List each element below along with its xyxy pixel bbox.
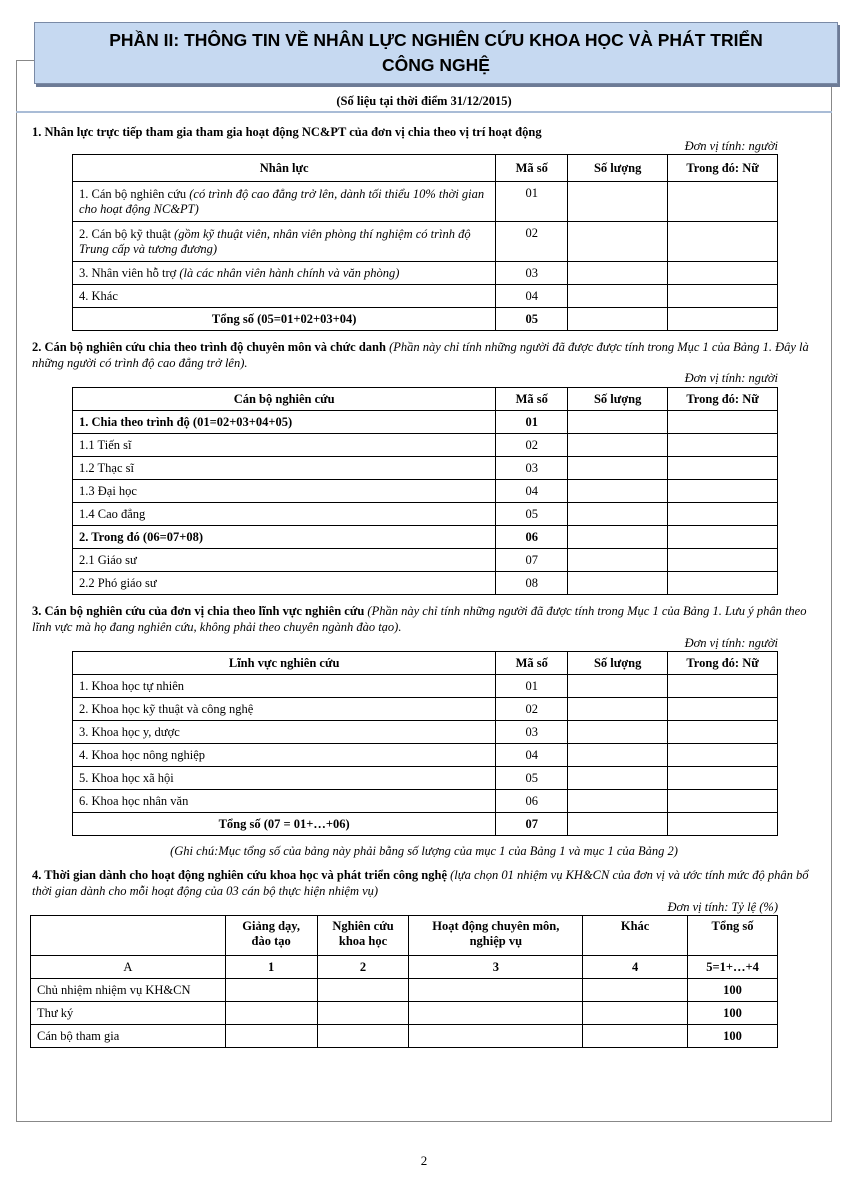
s3-footnote: (Ghi chú:Mục tổng số của bảng này phải bằng số lượng của mục 1 của Bảng 1 và mục 1 của Bảng 2) — [170, 844, 678, 858]
input-cell[interactable] — [668, 767, 778, 790]
table-row — [73, 262, 778, 285]
row-total: 100 — [688, 1002, 778, 1025]
col-header: Số lượng — [568, 155, 668, 182]
table-row — [73, 767, 778, 790]
row-code: 06 — [496, 526, 568, 549]
row-label: 5. Khoa học xã hội — [73, 767, 496, 790]
input-cell[interactable] — [668, 721, 778, 744]
row-label: Chủ nhiệm nhiệm vụ KH&CN — [31, 979, 226, 1002]
col-header: Khác — [583, 916, 688, 956]
row-code: 06 — [496, 790, 568, 813]
input-cell[interactable] — [583, 1002, 688, 1025]
col-header: Giảng dạy, đào tạo — [225, 916, 317, 956]
row-code: 01 — [496, 182, 568, 222]
row-label: 2.2 Phó giáo sư — [73, 572, 496, 595]
input-cell[interactable] — [568, 572, 668, 595]
col-header: Trong đó: Nữ — [668, 388, 778, 411]
table-row — [31, 1002, 778, 1025]
input-cell[interactable] — [568, 434, 668, 457]
index-cell: 5=1+…+4 — [688, 956, 778, 979]
row-total: 100 — [688, 979, 778, 1002]
input-cell[interactable] — [668, 222, 778, 262]
input-cell[interactable] — [409, 1002, 583, 1025]
input-cell[interactable] — [568, 411, 668, 434]
col-header: Nghiên cứu khoa học — [317, 916, 409, 956]
index-cell: 3 — [409, 956, 583, 979]
table-row — [73, 503, 778, 526]
input-cell[interactable] — [668, 526, 778, 549]
col-header: Lĩnh vực nghiên cứu — [73, 652, 496, 675]
input-cell[interactable] — [225, 979, 317, 1002]
total-row — [73, 308, 778, 331]
row-code: 03 — [496, 457, 568, 480]
row-code: 02 — [496, 434, 568, 457]
input-cell[interactable] — [568, 790, 668, 813]
input-cell[interactable] — [668, 675, 778, 698]
input-cell[interactable] — [668, 698, 778, 721]
s4-table — [30, 915, 778, 1048]
table-row — [73, 480, 778, 503]
row-label: 2.1 Giáo sư — [73, 549, 496, 572]
input-cell[interactable] — [568, 308, 668, 331]
table-row — [31, 979, 778, 1002]
row-label: Thư ký — [31, 1002, 226, 1025]
row-label: Tổng số (05=01+02+03+04) — [73, 308, 496, 331]
table-header-row — [31, 916, 778, 956]
col-header: Hoạt động chuyên môn, nghiệp vụ — [409, 916, 583, 956]
divider — [16, 111, 832, 113]
s3-title: 3. Cán bộ nghiên cứu của đơn vị chia theo lĩnh vực nghiên cứu (Phần này chỉ tính những người đã được tính trong Mục 1 của Bảng 1. Lưu ý phân theo lĩnh vực mà họ đang nghiên cứu, không phải theo chuyên ngành đào tạo). — [32, 604, 807, 634]
row-code: 08 — [496, 572, 568, 595]
row-code: 05 — [496, 308, 568, 331]
row-total: 100 — [688, 1025, 778, 1048]
input-cell[interactable] — [568, 767, 668, 790]
input-cell[interactable] — [568, 285, 668, 308]
input-cell[interactable] — [668, 411, 778, 434]
input-cell[interactable] — [568, 182, 668, 222]
input-cell[interactable] — [668, 480, 778, 503]
row-code: 07 — [496, 549, 568, 572]
input-cell[interactable] — [568, 503, 668, 526]
input-cell[interactable] — [568, 698, 668, 721]
section-header — [34, 22, 838, 84]
input-cell[interactable] — [668, 285, 778, 308]
row-code: 03 — [496, 262, 568, 285]
row-label: 3. Khoa học y, dược — [73, 721, 496, 744]
col-header: Số lượng — [568, 652, 668, 675]
index-cell: 2 — [317, 956, 409, 979]
table-row — [73, 572, 778, 595]
row-code: 01 — [496, 675, 568, 698]
header-line-2: CÔNG NGHỆ — [382, 55, 490, 75]
input-cell[interactable] — [568, 262, 668, 285]
row-code: 07 — [496, 813, 568, 836]
table-row — [73, 721, 778, 744]
input-cell[interactable] — [668, 308, 778, 331]
input-cell[interactable] — [668, 813, 778, 836]
input-cell[interactable] — [568, 721, 668, 744]
row-code: 02 — [496, 222, 568, 262]
table-row — [73, 744, 778, 767]
table-header-row — [73, 652, 778, 675]
table-row — [73, 790, 778, 813]
header-line-1: PHẦN II: THÔNG TIN VỀ NHÂN LỰC NGHIÊN CỨU KHOA HỌC VÀ PHÁT TRIỂN — [109, 30, 763, 50]
row-label: 1.1 Tiến sĩ — [73, 434, 496, 457]
s3-table — [72, 651, 778, 836]
input-cell[interactable] — [668, 744, 778, 767]
col-header: Tổng số — [688, 916, 778, 956]
input-cell[interactable] — [317, 1002, 409, 1025]
page-number: 2 — [420, 1153, 428, 1168]
input-cell[interactable] — [668, 503, 778, 526]
s4-title: 4. Thời gian dành cho hoạt động nghiên cứu khoa học và phát triển công nghệ (lựa chọn 01 nhiệm vụ KH&CN của đơn vị và ước tính mức độ phân bổ thời gian dành cho mỗi hoạt động của 03 cán bộ thực hiện nhiệm vụ) — [32, 868, 809, 898]
row-code: 03 — [496, 721, 568, 744]
row-label: 2. Khoa học kỹ thuật và công nghệ — [73, 698, 496, 721]
input-cell[interactable] — [568, 549, 668, 572]
input-cell[interactable] — [583, 1025, 688, 1048]
input-cell[interactable] — [668, 572, 778, 595]
row-label: 1.4 Cao đẳng — [73, 503, 496, 526]
s3-unit: Đơn vị tính: người — [684, 636, 778, 650]
index-cell: A — [31, 956, 226, 979]
index-row — [31, 956, 778, 979]
input-cell[interactable] — [568, 526, 668, 549]
row-code: 04 — [496, 480, 568, 503]
table-row — [73, 285, 778, 308]
col-header — [31, 916, 226, 956]
input-cell[interactable] — [225, 1002, 317, 1025]
row-label: 1. Chia theo trình độ (01=02+03+04+05) — [73, 411, 496, 434]
input-cell[interactable] — [568, 222, 668, 262]
input-cell[interactable] — [317, 979, 409, 1002]
input-cell[interactable] — [409, 1025, 583, 1048]
row-label: 4. Khác — [73, 285, 496, 308]
table-row — [73, 434, 778, 457]
row-code: 05 — [496, 767, 568, 790]
input-cell[interactable] — [568, 457, 668, 480]
input-cell[interactable] — [409, 979, 583, 1002]
input-cell[interactable] — [583, 979, 688, 1002]
row-code: 04 — [496, 744, 568, 767]
row-label: 2. Trong đó (06=07+08) — [73, 526, 496, 549]
input-cell[interactable] — [668, 434, 778, 457]
table-row — [31, 1025, 778, 1048]
row-label: 2. Cán bộ kỹ thuật (gồm kỹ thuật viên, nhân viên phòng thí nghiệm có trình độ Trung cấp và tương đương) — [73, 222, 496, 262]
row-label: Cán bộ tham gia — [31, 1025, 226, 1048]
row-label: 4. Khoa học nông nghiệp — [73, 744, 496, 767]
table-row — [73, 457, 778, 480]
input-cell[interactable] — [668, 790, 778, 813]
input-cell[interactable] — [225, 1025, 317, 1048]
input-cell[interactable] — [668, 182, 778, 222]
col-header: Trong đó: Nữ — [668, 155, 778, 182]
col-header: Số lượng — [568, 388, 668, 411]
table-row — [73, 675, 778, 698]
input-cell[interactable] — [568, 744, 668, 767]
input-cell[interactable] — [568, 813, 668, 836]
table-header-row — [73, 155, 778, 182]
row-label: 1. Khoa học tự nhiên — [73, 675, 496, 698]
col-header: Mã số — [496, 155, 568, 182]
input-cell[interactable] — [668, 549, 778, 572]
row-code: 02 — [496, 698, 568, 721]
input-cell[interactable] — [317, 1025, 409, 1048]
row-label: 1. Cán bộ nghiên cứu (có trình độ cao đẳng trở lên, dành tối thiểu 10% thời gian cho hoạt động NC&PT) — [73, 182, 496, 222]
row-label: Tổng số (07 = 01+…+06) — [73, 813, 496, 836]
input-cell[interactable] — [668, 262, 778, 285]
s2-unit: Đơn vị tính: người — [684, 371, 778, 385]
s1-table — [72, 154, 778, 331]
row-code: 05 — [496, 503, 568, 526]
input-cell[interactable] — [568, 480, 668, 503]
row-label: 6. Khoa học nhân văn — [73, 790, 496, 813]
s1-title: 1. Nhân lực trực tiếp tham gia tham gia hoạt động NC&PT của đơn vị chia theo vị trí hoạt động — [32, 125, 542, 139]
total-row — [73, 813, 778, 836]
table-header-row — [73, 388, 778, 411]
col-header: Mã số — [496, 388, 568, 411]
table-row — [73, 698, 778, 721]
table-row — [73, 526, 778, 549]
row-label: 3. Nhân viên hỗ trợ (là các nhân viên hành chính và văn phòng) — [73, 262, 496, 285]
table-row — [73, 549, 778, 572]
input-cell[interactable] — [668, 457, 778, 480]
col-header: Trong đó: Nữ — [668, 652, 778, 675]
s2-title: 2. Cán bộ nghiên cứu chia theo trình độ chuyên môn và chức danh (Phần này chỉ tính những người đã được được tính trong Mục 1 của Bảng 1. Đây là những người có trình độ cao đẳng trở lên). — [32, 340, 809, 370]
table-row — [73, 411, 778, 434]
col-header: Cán bộ nghiên cứu — [73, 388, 496, 411]
index-cell: 4 — [583, 956, 688, 979]
row-code: 01 — [496, 411, 568, 434]
row-label: 1.2 Thạc sĩ — [73, 457, 496, 480]
s1-unit: Đơn vị tính: người — [684, 139, 778, 153]
date-note: (Số liệu tại thời điểm 31/12/2015) — [336, 94, 512, 108]
col-header: Nhân lực — [73, 155, 496, 182]
col-header: Mã số — [496, 652, 568, 675]
input-cell[interactable] — [568, 675, 668, 698]
table-row — [73, 182, 778, 222]
s4-unit: Đơn vị tính: Tỷ lệ (%) — [667, 900, 778, 914]
table-row — [73, 222, 778, 262]
index-cell: 1 — [225, 956, 317, 979]
s2-table — [72, 387, 778, 595]
row-label: 1.3 Đại học — [73, 480, 496, 503]
row-code: 04 — [496, 285, 568, 308]
